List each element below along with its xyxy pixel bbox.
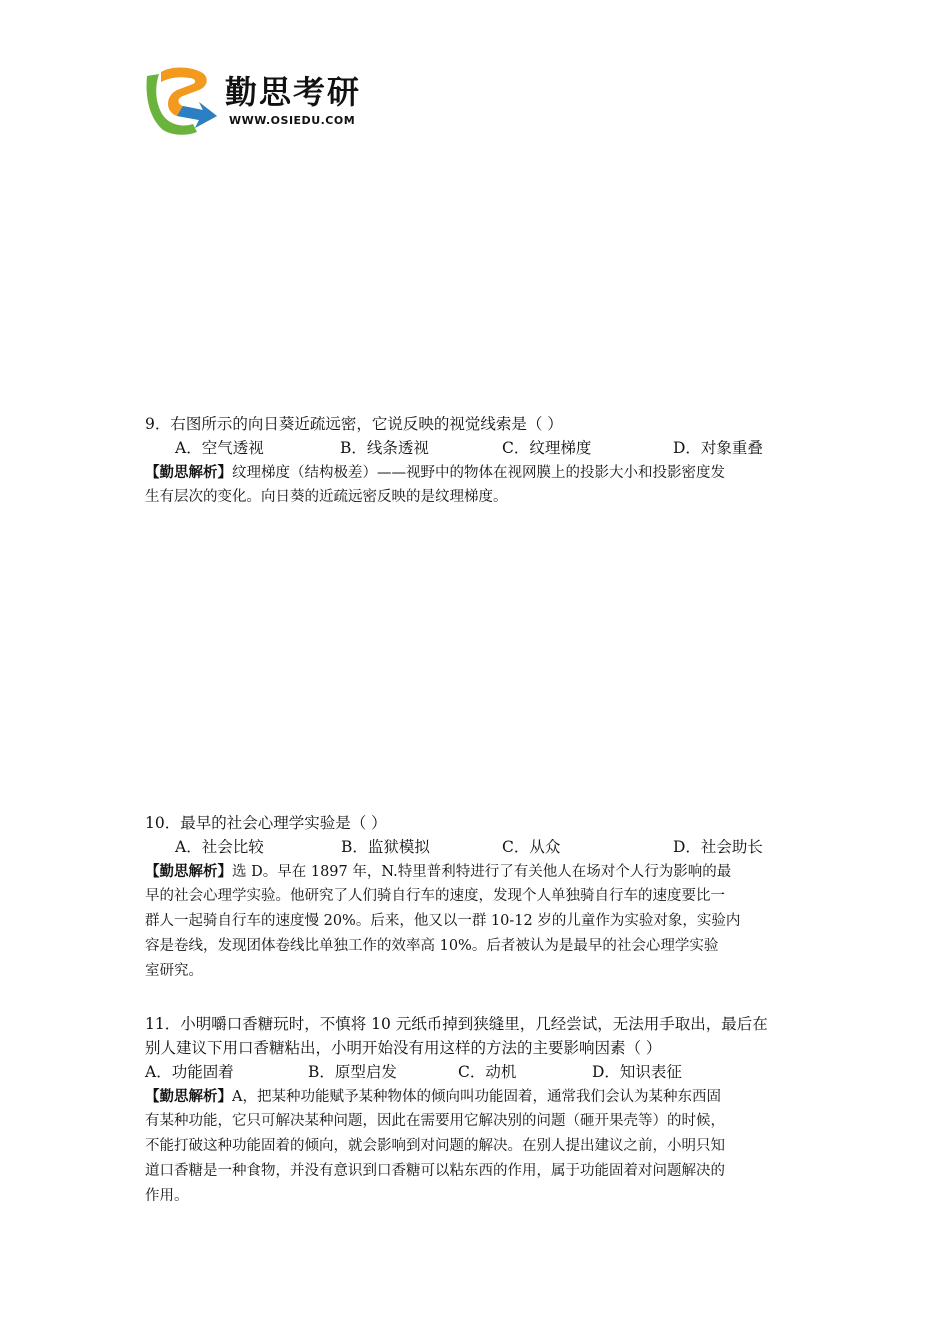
option-c: C．纹理梯度 (502, 439, 592, 457)
option-row (145, 835, 810, 859)
option-a: A．社会比较 (175, 838, 264, 856)
option-b: B．原型启发 (308, 1063, 397, 1081)
question-stem: 11．小明嚼口香糖玩时，不慎将 10 元纸币掉到狭缝里，几经尝试，无法用手取出，最后在 (145, 1015, 768, 1033)
analysis-tag: 【勤思解析】 (145, 1088, 232, 1105)
option-row (145, 436, 810, 460)
analysis-text: 纹理梯度（结构极差）——视野中的物体在视网膜上的投影大小和投影密度发 (232, 465, 725, 481)
option-a: A．空气透视 (175, 439, 264, 457)
analysis-text: 早的社会心理学实验。他研究了人们骑自行车的速度，发现个人单独骑自行车的速度要比一 (145, 888, 725, 904)
question-stem: 别人建议下用口香糖粘出，小明开始没有用这样的方法的主要影响因素（ ） (145, 1039, 662, 1057)
analysis (145, 460, 810, 510)
option-d: D．对象重叠 (673, 439, 763, 457)
analysis-tag: 【勤思解析】 (145, 464, 232, 481)
option-d: D．社会助长 (673, 838, 763, 856)
brand-logo-icon (143, 66, 223, 138)
analysis (145, 859, 810, 984)
brand-name: 勤思考研 (225, 73, 362, 111)
analysis-text: 群人一起骑自行车的速度慢 20%。后来，他又以一群 10-12 岁的儿童作为实验对象，实验内 (145, 913, 741, 929)
option-d: D．知识表征 (592, 1063, 682, 1081)
question-stem: 9．右图所示的向日葵近疏远密，它说反映的视觉线索是（ ） (145, 415, 563, 433)
analysis-text: 有某种功能，它只可解决某种问题，因此在需要用它解决别的问题（砸开果壳等）的时候， (145, 1113, 725, 1129)
question-11 (145, 1012, 810, 1209)
analysis-text: 不能打破这种功能固着的倾向，就会影响到对问题的解决。在别人提出建议之前，小明只知 (145, 1138, 725, 1154)
analysis-text: A，把某种功能赋予某种物体的倾向叫功能固着，通常我们会认为某种东西固 (232, 1089, 721, 1105)
analysis-tag: 【勤思解析】 (145, 863, 232, 880)
analysis-text: 作用。 (145, 1188, 189, 1204)
analysis-text: 选 D。早在 1897 年，N.特里普利特进行了有关他人在场对个人行为影响的最 (232, 864, 732, 880)
option-row (145, 1060, 810, 1084)
analysis-text: 生有层次的变化。向日葵的近疏远密反映的是纹理梯度。 (145, 489, 508, 505)
option-b: B．监狱模拟 (341, 838, 430, 856)
brand-logo (143, 66, 383, 138)
option-c: C．从众 (502, 838, 561, 856)
question-stem: 10．最早的社会心理学实验是（ ） (145, 814, 387, 832)
analysis-text: 容是卷线，发现团体卷线比单独工作的效率高 10%。后者被认为是最早的社会心理学实验 (145, 938, 719, 954)
analysis (145, 1084, 810, 1209)
option-a: A．功能固着 (145, 1063, 234, 1081)
option-c: C．动机 (458, 1063, 517, 1081)
option-b: B．线条透视 (340, 439, 429, 457)
brand-url: WWW.OSIEDU.COM (229, 114, 356, 127)
analysis-text: 室研究。 (145, 963, 203, 979)
analysis-text: 道口香糖是一种食物，并没有意识到口香糖可以粘东西的作用，属于功能固着对问题解决的 (145, 1163, 725, 1179)
question-10 (145, 811, 810, 984)
question-9 (145, 412, 810, 510)
